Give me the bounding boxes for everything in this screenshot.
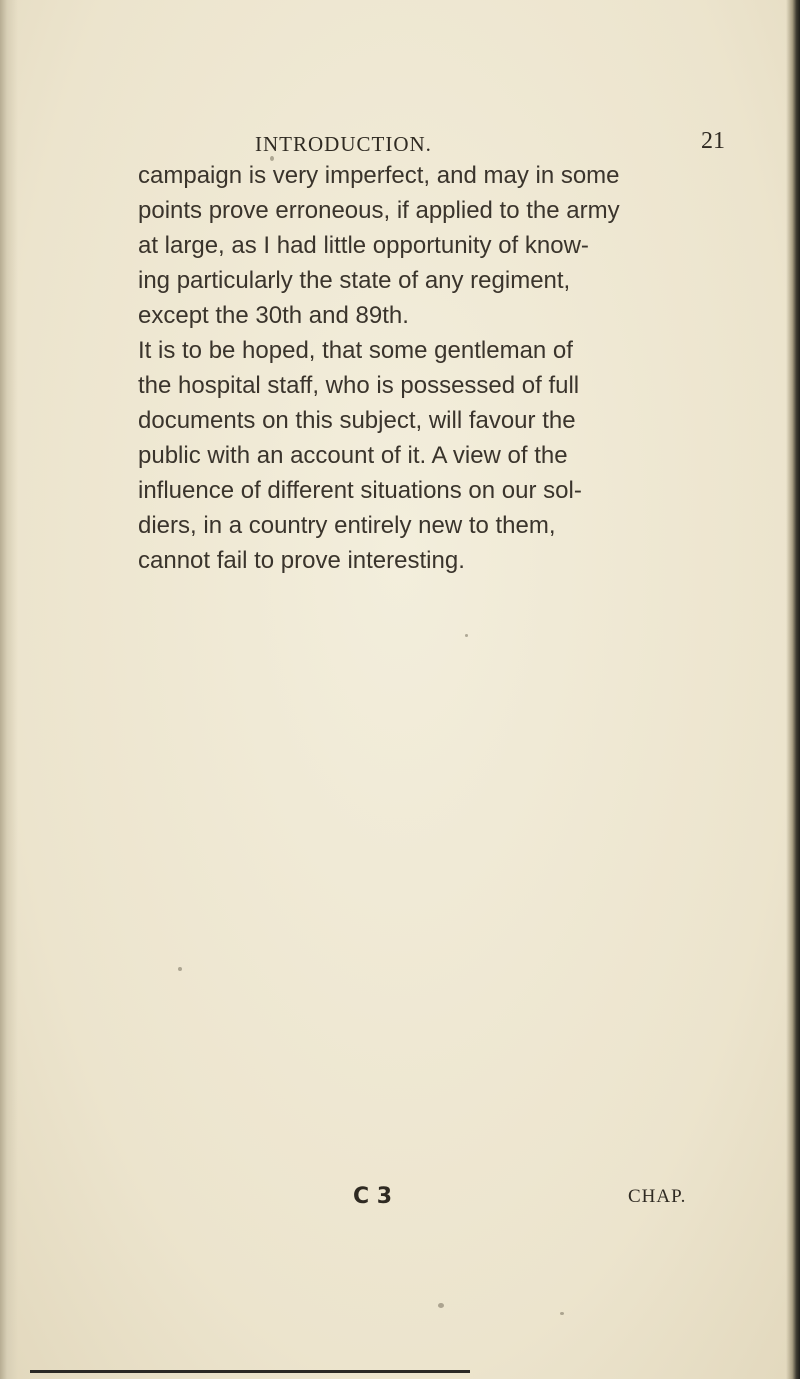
text-line: points prove erroneous, if applied to the army (138, 197, 620, 224)
text-line: except the 30th and 89th. (138, 302, 409, 329)
page-gutter-shadow (0, 0, 18, 1379)
text-line: It is to be hoped, that some gentleman of (138, 337, 573, 364)
text-line: the hospital staff, who is possessed of full (138, 372, 580, 399)
paper-speck (178, 967, 182, 971)
body-text (138, 158, 738, 578)
paper-speck (438, 1303, 444, 1308)
signature-mark: C 3 (353, 1184, 393, 1209)
running-title: INTRODUCTION. (255, 132, 432, 156)
catchword: CHAP. (628, 1186, 687, 1207)
text-line: public with an account of it. A view of the (138, 442, 568, 469)
paper-speck (270, 156, 274, 161)
page-footer (0, 1184, 800, 1224)
text-line: ing particularly the state of any regiment, (138, 267, 571, 294)
text-line: diers, in a country entirely new to them, (138, 512, 556, 539)
text-line: at large, as I had little opportunity of know- (138, 232, 589, 259)
text-line: campaign is very imperfect, and may in some (138, 162, 620, 189)
text-line: cannot fail to prove interesting. (138, 547, 465, 574)
text-line: influence of different situations on our sol- (138, 477, 582, 504)
text-line: documents on this subject, will favour the (138, 407, 576, 434)
paper-speck (465, 634, 468, 637)
page-edge-shadow (786, 0, 800, 1379)
page-number: 21 (701, 128, 725, 154)
paper-speck (560, 1312, 564, 1315)
bottom-shadow-rule (30, 1370, 470, 1373)
